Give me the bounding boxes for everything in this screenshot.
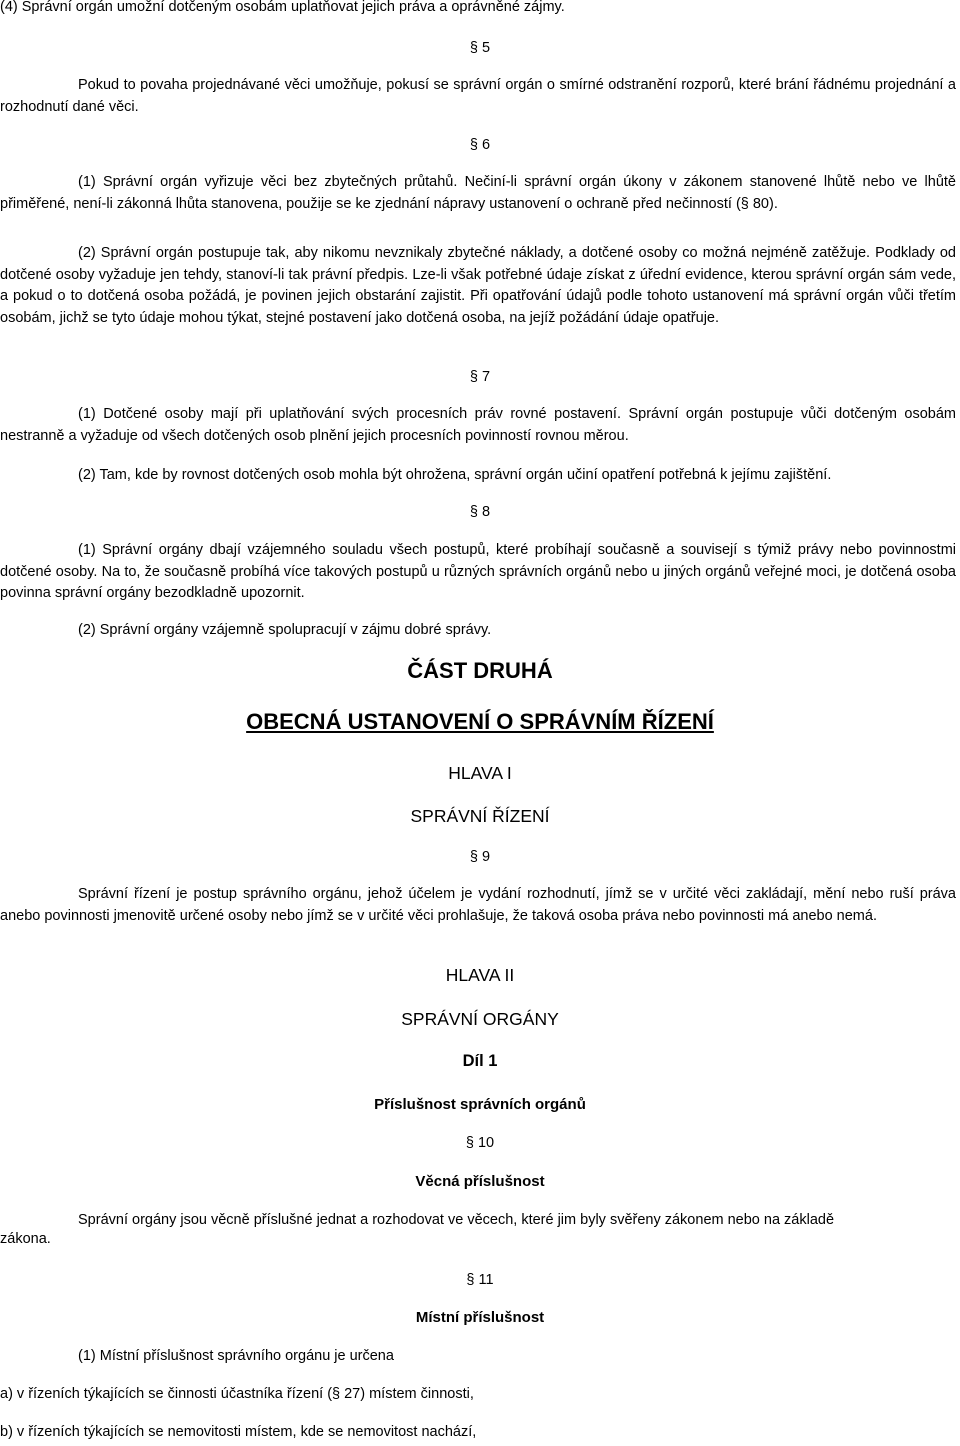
paragraph-11-b: b) v řízeních týkajících se nemovitosti místem, kde se nemovitost nachází, (0, 1424, 477, 1440)
section-11-title: Místní příslušnost (415, 1309, 545, 1326)
dil-1-heading: Díl 1 (462, 1052, 498, 1070)
paragraph-4-4: (4) Správní orgán umožní dotčeným osobám uplatňovat jejich práva a oprávněné zájmy. (0, 0, 565, 15)
dil-1-title: Příslušnost správních orgánů (374, 1096, 586, 1113)
paragraph-10-line-2: zákona. (0, 1231, 51, 1247)
paragraph-6-1: (1) Správní orgán vyřizuje věci bez zbytečných průtahů. Nečiní-li správní orgán úkony v zákonem stanovené lhůtě nebo ve lhůtě přiměřené, není-li zákonná lhůta stanovena, použije se ke zjednání nápravy ustanovení o ochraně před nečinností (§ 80). (0, 174, 956, 212)
section-6-heading: § 6 (469, 137, 491, 153)
hlava-1-heading: HLAVA I (448, 763, 512, 783)
hlava-2-heading: HLAVA II (445, 965, 515, 985)
section-10-heading: § 10 (465, 1135, 495, 1151)
paragraph-7-2: (2) Tam, kde by rovnost dotčených osob mohla být ohrožena, správní orgán učiní opatření potřebná k jejímu zajištění. (78, 467, 832, 483)
paragraph-11-1: (1) Místní příslušnost správního orgánu je určena (78, 1348, 394, 1364)
paragraph-8-2: (2) Správní orgány vzájemně spolupracují v zájmu dobré správy. (78, 622, 492, 638)
section-7-heading: § 7 (469, 369, 491, 385)
section-8-heading: § 8 (469, 504, 491, 520)
paragraph-9: Správní řízení je postup správního orgánu, jehož účelem je vydání rozhodnutí, jímž se v určité věci zakládají, mění nebo ruší práva anebo povinnosti jmenovitě určené osoby nebo jímž se v určité věci prohlašuje, že taková osoba práva nebo povinnosti má anebo nemá. (0, 886, 956, 924)
paragraph-6-2: (2) Správní orgán postupuje tak, aby nikomu nevznikaly zbytečné náklady, a dotčené osoby co možná nejméně zatěžuje. Podklady od dotčené osoby vyžaduje jen tehdy, stanoví-li tak právní předpis. Lze-li však potřebné údaje získat z úřední evidence, kterou správní orgán sám vede, a pokud o to dotčená osoba požádá, je povinen jejich obstarání zajistit. Při opatřování údajů podle tohoto ustanovení má správní orgán vůči třetím osobám, jichž se tyto údaje mohou týkat, stejné postavení jako dotčená osoba, na jejíž požádání údaje opatřuje. (0, 245, 956, 326)
paragraph-8-1: (1) Správní orgány dbají vzájemného souladu všech postupů, které probíhají současně a souvisejí s týmiž právy nebo povinnostmi dotčené osoby. Na to, že současně probíhá více takových postupů u různých správních orgánů nebo u jiných orgánů veřejné moci, je dotčená osoba povinna správní orgány bezodkladně upozornit. (0, 542, 956, 602)
paragraph-10-line-1: Správní orgány jsou věcně příslušné jednat a rozhodovat ve věcech, které jim byly svěřeny zákonem nebo na základě (78, 1212, 835, 1228)
section-5-heading: § 5 (469, 40, 491, 56)
part-subtitle: OBECNÁ USTANOVENÍ O SPRÁVNÍM ŘÍZENÍ (246, 709, 714, 734)
hlava-1-title: SPRÁVNÍ ŘÍZENÍ (410, 806, 550, 826)
section-9-heading: § 9 (469, 849, 491, 865)
paragraph-11-a: a) v řízeních týkajících se činnosti účastníka řízení (§ 27) místem činnosti, (0, 1386, 474, 1402)
section-10-title: Věcná příslušnost (415, 1173, 545, 1190)
part-title: ČÁST DRUHÁ (407, 658, 553, 683)
paragraph-7-1: (1) Dotčené osoby mají při uplatňování svých procesních práv rovné postavení. Správní orgán postupuje vůči dotčeným osobám nestranně a vyžaduje od všech dotčených osob plnění jejich procesních povinností rovnou měrou. (0, 406, 956, 444)
section-11-heading: § 11 (466, 1272, 494, 1288)
paragraph-5: Pokud to povaha projednávané věci umožňuje, pokusí se správní orgán o smírné odstranění rozporů, které brání řádnému projednání a rozhodnutí dané věci. (0, 77, 956, 115)
hlava-2-title: SPRÁVNÍ ORGÁNY (401, 1009, 559, 1029)
